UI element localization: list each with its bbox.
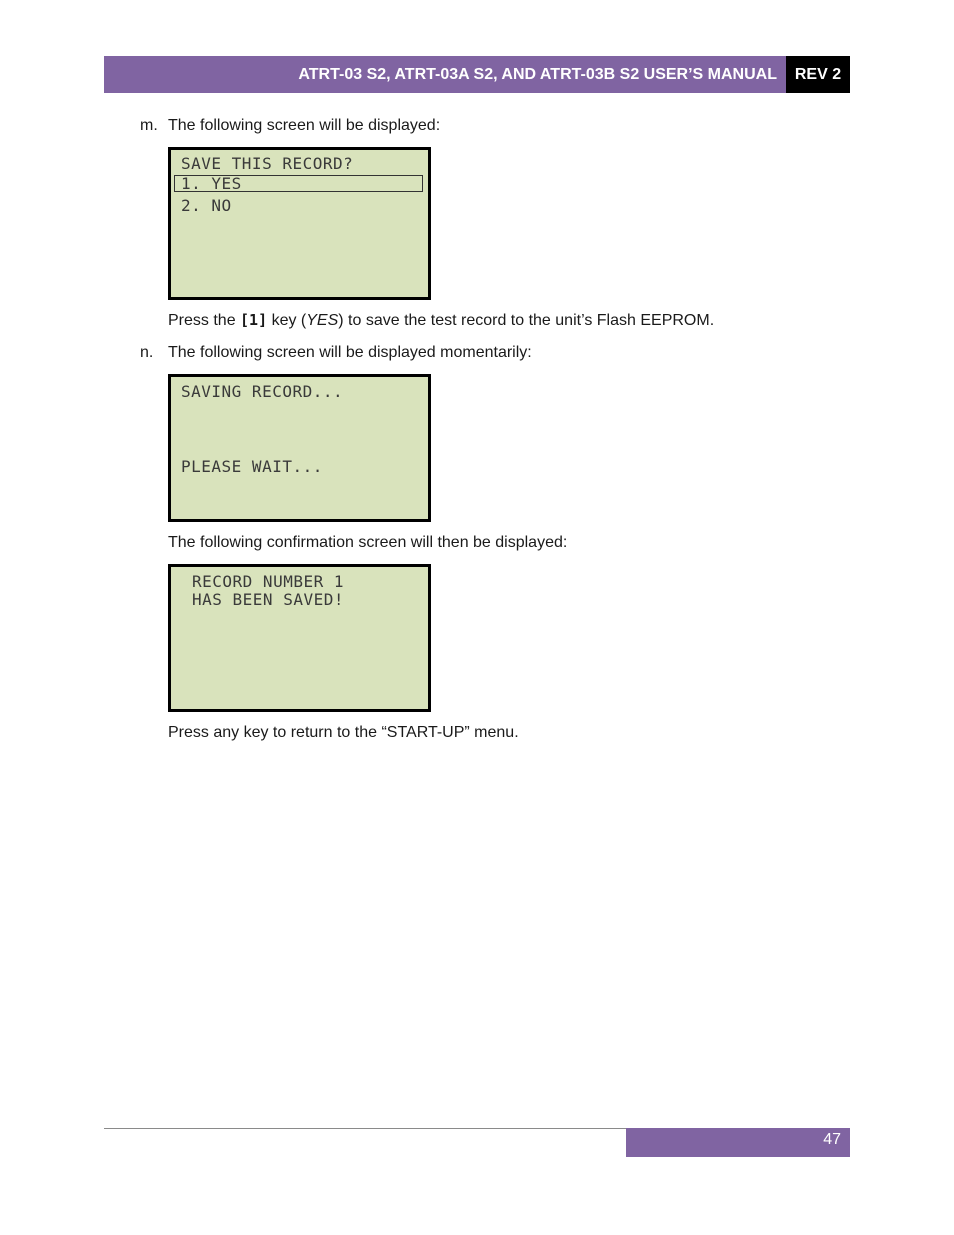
lcd-option-yes: 1. YES	[181, 174, 242, 193]
revision-label: REV 2	[794, 66, 842, 83]
lcd-line-yes-highlighted	[174, 175, 423, 192]
lcd-screen-save-record	[168, 147, 431, 300]
lcd-line-please-wait: PLEASE WAIT...	[181, 457, 323, 476]
press-1-text-middle: key (	[267, 312, 307, 329]
footer-divider	[104, 1128, 626, 1129]
lcd-option-no: 2. NO	[181, 196, 232, 215]
lcd-line-record-number: RECORD NUMBER 1	[192, 572, 344, 591]
revision-badge	[786, 56, 850, 93]
step-m	[140, 116, 780, 136]
press-1-text-after: ) to save the test record to the unit’s Flash EEPROM.	[338, 312, 715, 329]
lcd-screen-saving	[168, 374, 431, 522]
key-1-label: [1]	[240, 311, 268, 329]
manual-title: ATRT-03 S2, ATRT-03A S2, AND ATRT-03B S2 USER’S MANUAL	[298, 66, 777, 83]
step-n-marker: n.	[140, 344, 154, 361]
page-number: 47	[823, 1131, 841, 1148]
confirmation-instruction: The following confirmation screen will then be displayed:	[168, 534, 568, 551]
header-title-bar	[104, 56, 786, 93]
press-1-yes-italic: YES	[306, 312, 339, 329]
step-n-text: The following screen will be displayed momentarily:	[168, 344, 532, 361]
step-m-marker: m.	[140, 117, 158, 134]
return-instruction: Press any key to return to the “START-UP” menu.	[168, 724, 519, 741]
step-m-text: The following screen will be displayed:	[168, 117, 441, 134]
step-n	[140, 343, 780, 363]
press-1-text-before: Press the	[168, 312, 241, 329]
lcd-line-has-been-saved: HAS BEEN SAVED!	[192, 590, 344, 609]
lcd-screen-saved	[168, 564, 431, 712]
lcd-line-saving: SAVING RECORD...	[181, 382, 344, 401]
footer-page-box	[626, 1128, 850, 1157]
lcd-line-prompt: SAVE THIS RECORD?	[181, 154, 354, 173]
press-1-instruction	[168, 310, 714, 331]
